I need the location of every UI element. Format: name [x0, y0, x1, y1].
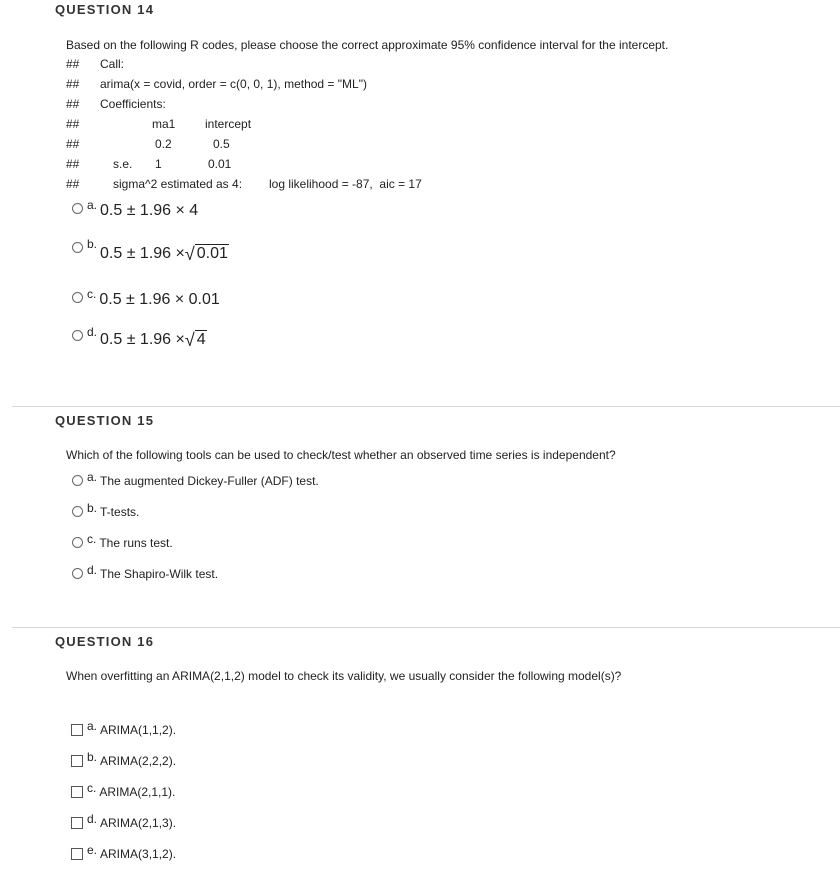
q16-option-c[interactable]	[71, 781, 176, 799]
q14-option-d[interactable]	[72, 325, 207, 350]
option-text: ARIMA(3,1,2).	[100, 847, 177, 861]
radicand: 4	[196, 331, 206, 348]
option-text: 0.5 ± 1.96 × 0.01	[99, 291, 220, 308]
option-letter: a.	[87, 470, 98, 484]
option-letter: b.	[87, 501, 98, 515]
option-letter: b.	[87, 750, 98, 764]
option-text: ARIMA(2,1,1).	[99, 785, 176, 799]
q15-option-b[interactable]	[72, 501, 140, 519]
section-divider	[12, 627, 840, 628]
q14-option-a[interactable]	[72, 198, 199, 220]
option-letter: d.	[87, 563, 98, 577]
code-se-label: s.e.	[113, 157, 133, 171]
option-prefix: 0.5 ± 1.96 ×	[100, 245, 185, 262]
option-letter: a.	[87, 198, 98, 212]
code-hash: ##	[66, 77, 80, 91]
code-call-label: Call:	[100, 57, 125, 71]
option-letter: c.	[87, 532, 97, 546]
question-16-text: When overfitting an ARIMA(2,1,2) model to check its validity, we usually consider the following model(s)?	[66, 669, 622, 683]
radio-button[interactable]	[72, 537, 83, 548]
option-letter: d.	[87, 812, 98, 826]
square-root	[185, 244, 229, 263]
code-se-intercept: 0.01	[208, 157, 232, 171]
q15-option-d[interactable]	[72, 563, 219, 581]
radical-sign-icon: √	[184, 244, 195, 264]
q14-option-c[interactable]	[72, 287, 220, 309]
code-hash: ##	[66, 177, 80, 191]
checkbox[interactable]	[71, 724, 83, 736]
question-14-text: Based on the following R codes, please choose the correct approximate 95% confidence interval for the intercept.	[66, 38, 669, 52]
option-text: ARIMA(1,1,2).	[100, 723, 177, 737]
checkbox[interactable]	[71, 848, 83, 860]
option-expression	[100, 244, 229, 263]
q16-option-b[interactable]	[71, 750, 177, 768]
question-16-title: QUESTION 16	[55, 634, 155, 649]
code-call: arima(x = covid, order = c(0, 0, 1), method = "ML")	[100, 77, 367, 91]
code-value-ma1: 0.2	[155, 137, 172, 151]
radio-button[interactable]	[72, 475, 83, 486]
q16-option-d[interactable]	[71, 812, 177, 830]
option-text: The augmented Dickey-Fuller (ADF) test.	[100, 474, 319, 488]
square-root	[185, 330, 207, 349]
option-text: 0.5 ± 1.96 × 4	[100, 202, 199, 219]
checkbox[interactable]	[71, 755, 83, 767]
code-hash: ##	[66, 57, 80, 71]
code-hash: ##	[66, 157, 80, 171]
code-se-ma1: 1	[155, 157, 162, 171]
radio-button[interactable]	[72, 242, 83, 253]
question-15-title: QUESTION 15	[55, 413, 155, 428]
code-sigma: sigma^2 estimated as 4:	[113, 177, 243, 191]
radio-button[interactable]	[72, 330, 83, 341]
radio-button[interactable]	[72, 292, 83, 303]
option-text: ARIMA(2,2,2).	[100, 754, 177, 768]
question-15-text: Which of the following tools can be used to check/test whether an observed time series is independent?	[66, 448, 616, 462]
q16-option-e[interactable]	[71, 843, 177, 861]
section-divider	[12, 406, 840, 407]
code-header-ma1: ma1	[152, 117, 176, 131]
radical-sign-icon: √	[184, 330, 195, 350]
option-letter: a.	[87, 719, 98, 733]
option-letter: b.	[87, 237, 98, 251]
radio-button[interactable]	[72, 568, 83, 579]
code-loglik: log likelihood = -87, aic = 17	[269, 177, 422, 191]
q14-option-b[interactable]	[72, 237, 229, 264]
option-text: The Shapiro-Wilk test.	[100, 567, 219, 581]
option-letter: c.	[87, 781, 97, 795]
option-letter: d.	[87, 325, 98, 339]
option-text: T-tests.	[100, 505, 140, 519]
option-expression	[100, 330, 207, 349]
code-coefficients-label: Coefficients:	[100, 97, 166, 111]
option-prefix: 0.5 ± 1.96 ×	[100, 331, 185, 348]
option-letter: c.	[87, 287, 97, 301]
checkbox[interactable]	[71, 786, 83, 798]
radio-button[interactable]	[72, 203, 83, 214]
code-header-intercept: intercept	[205, 117, 252, 131]
code-hash: ##	[66, 137, 80, 151]
code-hash: ##	[66, 117, 80, 131]
option-text: ARIMA(2,1,3).	[100, 816, 177, 830]
q16-option-a[interactable]	[71, 719, 177, 737]
option-letter: e.	[87, 843, 98, 857]
option-text: The runs test.	[99, 536, 173, 550]
code-hash: ##	[66, 97, 80, 111]
checkbox[interactable]	[71, 817, 83, 829]
radio-button[interactable]	[72, 506, 83, 517]
question-14-title: QUESTION 14	[55, 2, 155, 17]
code-value-intercept: 0.5	[213, 137, 230, 151]
q15-option-c[interactable]	[72, 532, 173, 550]
radicand: 0.01	[196, 245, 228, 262]
q15-option-a[interactable]	[72, 470, 319, 488]
